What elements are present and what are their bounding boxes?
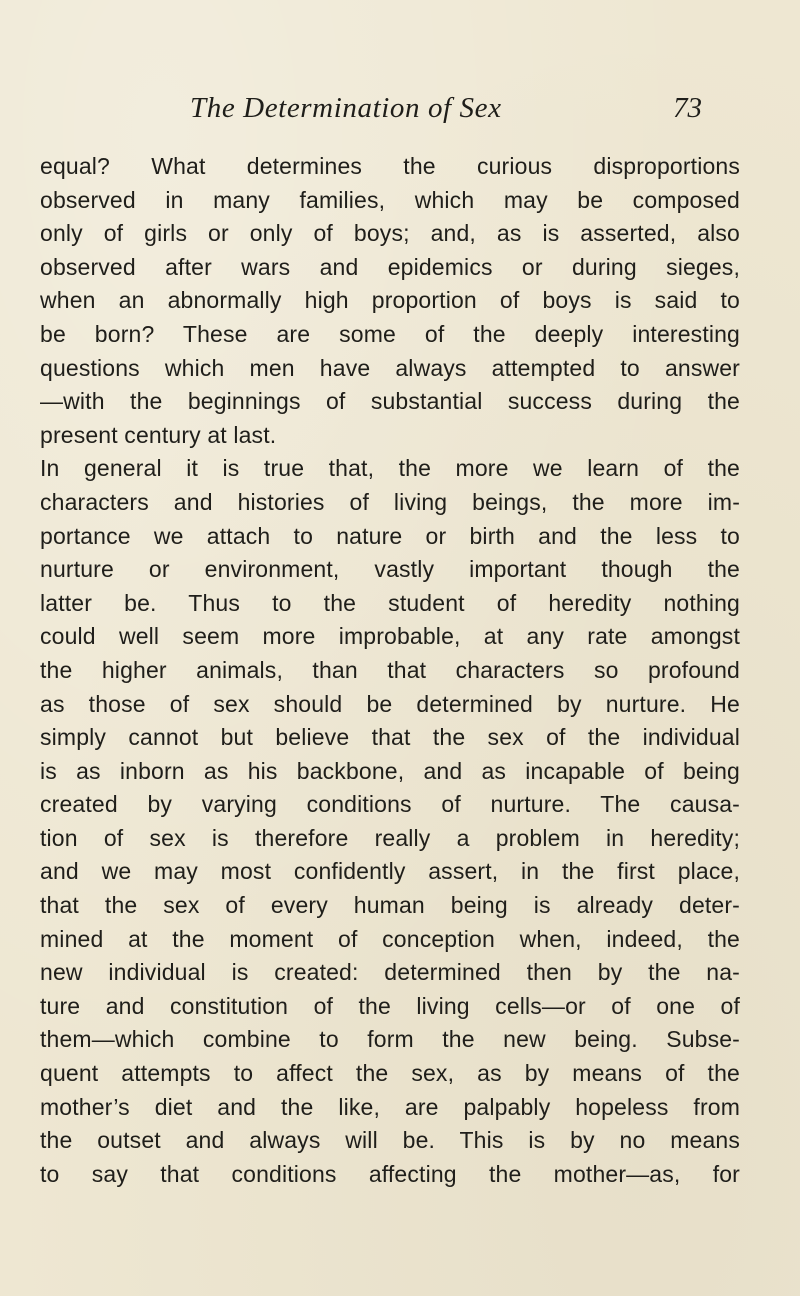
text-line: new individual is created: determined then by the na-: [40, 959, 740, 986]
running-head: [190, 92, 702, 132]
text-line: to say that conditions affecting the mother—as, for: [40, 1160, 740, 1187]
page-number: 73: [673, 92, 702, 124]
text-line: the higher animals, than that characters so profound: [40, 656, 740, 683]
running-title: The Determination of Sex: [190, 92, 502, 124]
text-line: them—which combine to form the new being. Subse-: [40, 1026, 740, 1053]
text-line: characters and histories of living beings, the more im-: [40, 488, 740, 515]
text-line: simply cannot but believe that the sex of the individual: [40, 724, 740, 751]
text-line: tion of sex is therefore really a problem in heredity;: [40, 824, 740, 851]
paragraph-start-line: In general it is true that, the more we learn of the: [40, 455, 740, 482]
text-line: questions which men have always attempted to answer: [40, 354, 740, 381]
text-line: as those of sex should be determined by nurture. He: [40, 690, 740, 717]
text-line: could well seem more improbable, at any rate amongst: [40, 623, 740, 650]
text-line: —with the beginnings of substantial success during the: [40, 388, 740, 415]
text-line: mother’s diet and the like, are palpably hopeless from: [40, 1093, 740, 1120]
text-line: observed after wars and epidemics or during sieges,: [40, 253, 740, 280]
text-line: and we may most confidently assert, in the first place,: [40, 858, 740, 885]
text-line: equal? What determines the curious disproportions: [40, 153, 740, 179]
text-line: when an abnormally high proportion of boys is said to: [40, 287, 740, 314]
text-line: only of girls or only of boys; and, as is asserted, also: [40, 220, 740, 247]
text-line: be born? These are some of the deeply interesting: [40, 320, 740, 347]
text-line: created by varying conditions of nurture. The causa-: [40, 791, 740, 818]
body-text: [40, 150, 740, 1191]
text-line: is as inborn as his backbone, and as incapable of being: [40, 757, 740, 784]
text-line: mined at the moment of conception when, indeed, the: [40, 925, 740, 952]
text-line: nurture or environment, vastly important though the: [40, 556, 740, 583]
text-line: quent attempts to affect the sex, as by means of the: [40, 1060, 740, 1087]
text-line: latter be. Thus to the student of heredity nothing: [40, 589, 740, 616]
text-line: the outset and always will be. This is by no means: [40, 1127, 740, 1154]
text-line: that the sex of every human being is already deter-: [40, 892, 740, 919]
paragraph-end-line: present century at last.: [40, 421, 277, 448]
text-line: ture and constitution of the living cells—or of one of: [40, 992, 740, 1019]
text-line: observed in many families, which may be composed: [40, 186, 740, 213]
text-line: portance we attach to nature or birth and the less to: [40, 522, 740, 549]
